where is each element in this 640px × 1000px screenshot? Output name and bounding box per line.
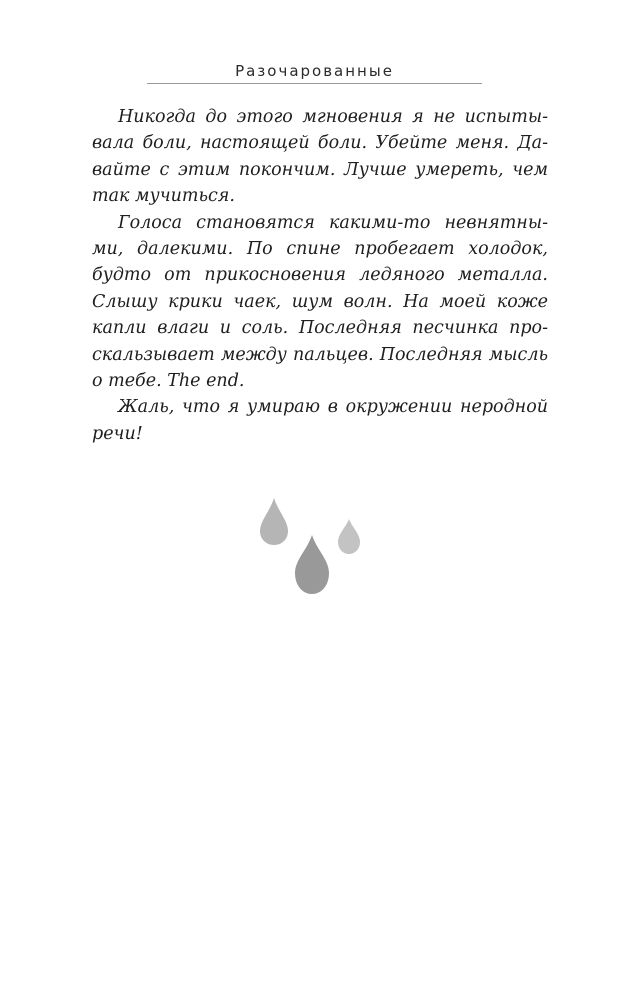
text-line: будто от прикосновения ледяного металла. [92, 265, 548, 286]
raindrop-left [260, 498, 288, 545]
text-line: вайте с этим покончим. Лучше умереть, чем [92, 159, 548, 180]
text-line: Слышу крики чаек, шум волн. На моей коже [92, 291, 548, 312]
body-text [92, 104, 548, 447]
paragraph [92, 394, 548, 447]
text-line: скальзывает между пальцев. Последняя мысль [92, 344, 548, 365]
text-line: о тебе. The end. [92, 371, 245, 392]
text-line: так мучиться. [92, 186, 235, 207]
running-head: Разочарованные [235, 62, 394, 80]
text-line: Никогда до этого мгновения я не испыты- [118, 107, 548, 127]
text-line: вала боли, настоящей боли. Убейте меня. Да- [92, 133, 548, 154]
raindrops-icon [250, 495, 380, 600]
text-line: Жаль, что я умираю в окружении неродной [118, 397, 548, 418]
text-line: речи! [92, 423, 143, 444]
raindrop-right [338, 519, 360, 554]
paragraph [92, 104, 548, 210]
paragraph [92, 210, 548, 395]
raindrop-center [295, 535, 329, 594]
text-line: капли влаги и соль. Последняя песчинка про- [92, 318, 548, 339]
header-rule [147, 83, 482, 84]
text-line: Голоса становятся какими-то невнятны- [118, 212, 548, 233]
text-line: ми, далекими. По спине пробегает холодок, [92, 239, 548, 260]
